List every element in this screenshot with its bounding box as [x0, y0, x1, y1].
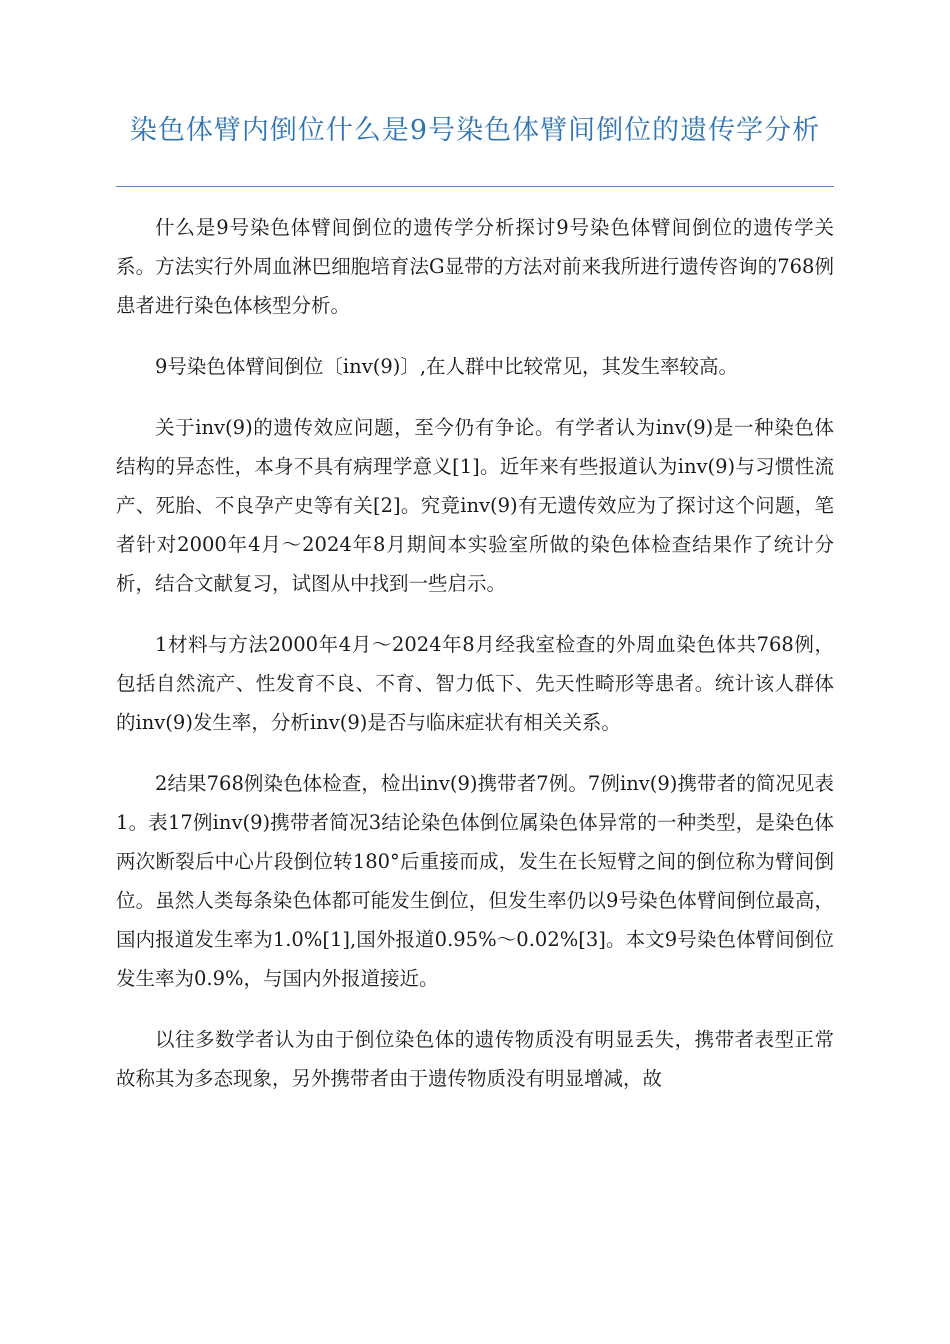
- paragraph-background: 关于inv(9)的遗传效应问题，至今仍有争论。有学者认为inv(9)是一种染色体结构的异态性，本身不具有病理学意义[1]。近年来有些报道认为inv(9)与习惯性流产、死胎、不良孕产史等有关[2]。究竟inv(9)有无遗传效应为了探讨这个问题，笔者针对2000年4月～2024年8月期间本实验室所做的染色体检查结果作了统计分析，结合文献复习，试图从中找到一些启示。: [116, 416, 834, 595]
- paragraph-intro: 什么是9号染色体臂间倒位的遗传学分析探讨9号染色体臂间倒位的遗传学关系。方法实行外周血淋巴细胞培育法G显带的方法对前来我所进行遗传咨询的768例患者进行染色体核型分析。: [116, 216, 834, 317]
- paragraph-discussion: 以往多数学者认为由于倒位染色体的遗传物质没有明显丢失，携带者表型正常故称其为多态现象，另外携带者由于遗传物质没有明显增减，故: [116, 1028, 834, 1090]
- paragraph-materials-methods: 1材料与方法2000年4月～2024年8月经我室检查的外周血染色体共768例，包括自然流产、性发育不良、不育、智力低下、先天性畸形等患者。统计该人群体的inv(9)发生率，分析inv(9)是否与临床症状有相关关系。: [116, 633, 834, 734]
- document-body: [116, 208, 834, 1120]
- paragraph-inv9-definition: 9号染色体臂间倒位〔inv(9)〕,在人群中比较常见，其发生率较高。: [155, 355, 739, 378]
- title-underline-divider: [116, 186, 834, 187]
- document-title: 染色体臂内倒位什么是9号染色体臂间倒位的遗传学分析: [129, 115, 821, 146]
- paragraph-results: 2结果768例染色体检查，检出inv(9)携带者7例。7例inv(9)携带者的简况见表1。表17例inv(9)携带者简况3结论染色体倒位属染色体异常的一种类型，是染色体两次断裂后中心片段倒位转180°后重接而成，发生在长短臂之间的倒位称为臂间倒位。虽然人类每条染色体都可能发生倒位，但发生率仍以9号染色体臂间倒位最高，国内报道发生率为1.0%[1],国外报道0.95%～0.02%[3]。本文9号染色体臂间倒位发生率为0.9%，与国内外报道接近。: [116, 772, 834, 990]
